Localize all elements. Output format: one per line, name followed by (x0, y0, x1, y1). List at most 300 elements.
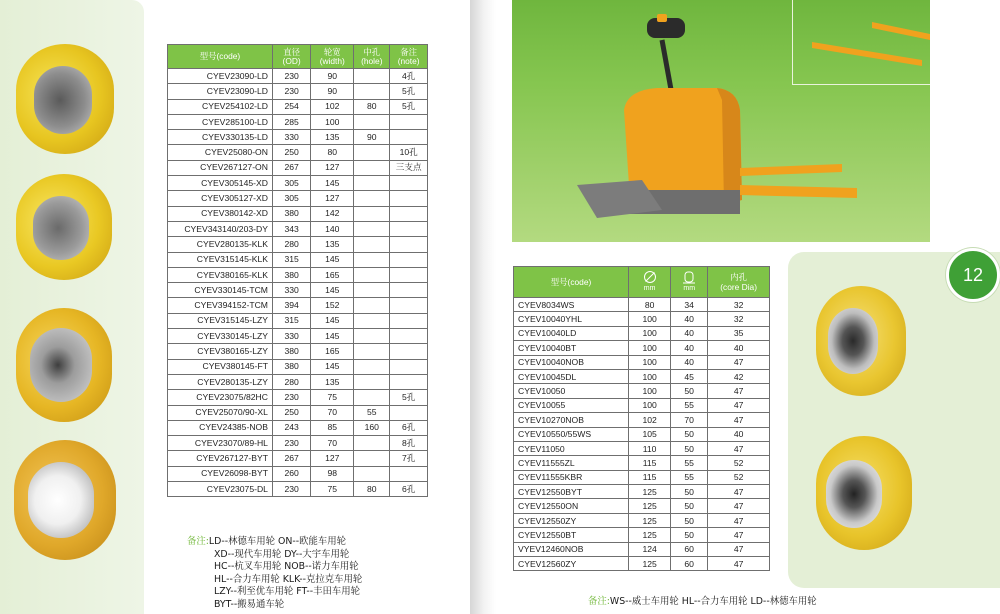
left-cell-col-4 (390, 405, 428, 420)
left-cell-col-0: CYEV267127-BYT (168, 451, 273, 466)
right-cell-col-1: 115 (629, 470, 671, 484)
left-cell-col-4 (390, 283, 428, 298)
left-cell-col-3 (354, 221, 390, 236)
left-cell-col-1: 267 (272, 160, 310, 175)
width-icon (682, 270, 696, 284)
left-cell-col-2: 165 (311, 267, 354, 282)
left-cell-col-1: 380 (272, 267, 310, 282)
right-cell-col-3: 35 (708, 326, 770, 340)
left-cell-col-1: 330 (272, 130, 310, 145)
right-cell-col-3: 47 (708, 485, 770, 499)
left-cell-col-2: 85 (311, 420, 354, 435)
right-notes-text: WS--威士车用轮 HL--合力车用轮 LD--林德车用轮 (609, 596, 817, 607)
wheel-hub-3 (30, 328, 92, 402)
left-cell-col-2: 127 (311, 160, 354, 175)
right-cell-col-1: 100 (629, 355, 671, 369)
right-cell-col-0: CYEV10040NOB (514, 355, 629, 369)
left-header-note-label: 备注 (400, 46, 418, 57)
left-notes-text-1: LD--林德车用轮 ON--欧能车用轮 (208, 536, 347, 547)
left-cell-col-2: 75 (311, 390, 354, 405)
left-cell-col-0: CYEV24385-NOB (168, 420, 273, 435)
left-table-row (168, 482, 428, 497)
right-cell-col-0: CYEV12550ZY (514, 513, 629, 527)
left-cell-col-1: 330 (272, 329, 310, 344)
right-wheel-spec-table (513, 266, 770, 571)
left-cell-col-4 (390, 206, 428, 221)
right-cell-col-0: CYEV12550BYT (514, 485, 629, 499)
right-table-row (514, 298, 770, 312)
left-header-hole (354, 45, 390, 69)
right-cell-col-0: CYEV11555KBR (514, 470, 629, 484)
left-table-row (168, 420, 428, 435)
left-cell-col-0: CYEV280135-LZY (168, 374, 273, 389)
left-cell-col-1: 260 (272, 466, 310, 481)
left-cell-col-1: 285 (272, 114, 310, 129)
right-cell-col-2: 60 (671, 542, 708, 556)
left-cell-col-0: CYEV315145-LZY (168, 313, 273, 328)
right-cell-col-2: 50 (671, 441, 708, 455)
left-cell-col-2: 145 (311, 313, 354, 328)
left-cell-col-2: 80 (311, 145, 354, 160)
left-cell-col-4: 7孔 (390, 451, 428, 466)
right-cell-col-1: 80 (629, 298, 671, 312)
right-table-row (514, 427, 770, 441)
right-cell-col-3: 32 (708, 312, 770, 326)
left-cell-col-2: 70 (311, 405, 354, 420)
left-table-row (168, 130, 428, 145)
right-table-row (514, 326, 770, 340)
right-table-row (514, 499, 770, 513)
left-cell-col-1: 230 (272, 436, 310, 451)
left-table-row (168, 405, 428, 420)
left-cell-col-0: CYEV315145-KLK (168, 252, 273, 267)
right-cell-col-2: 50 (671, 427, 708, 441)
right-cell-col-2: 50 (671, 499, 708, 513)
left-table-row (168, 313, 428, 328)
right-cell-col-3: 47 (708, 355, 770, 369)
right-cell-col-1: 124 (629, 542, 671, 556)
left-cell-col-0: CYEV380165-KLK (168, 267, 273, 282)
drive-wheel-image-2 (16, 174, 112, 280)
left-cell-col-4 (390, 298, 428, 313)
left-cell-col-3 (354, 313, 390, 328)
left-cell-col-0: CYEV25080-ON (168, 145, 273, 160)
left-cell-col-0: CYEV380145-FT (168, 359, 273, 374)
left-cell-col-2: 145 (311, 329, 354, 344)
left-table-row (168, 114, 428, 129)
left-cell-col-3 (354, 359, 390, 374)
left-cell-col-4 (390, 466, 428, 481)
left-table-row (168, 436, 428, 451)
left-cell-col-0: CYEV394152-TCM (168, 298, 273, 313)
wheel-hub-1 (34, 66, 92, 134)
left-cell-col-3: 80 (354, 99, 390, 114)
right-table-row (514, 557, 770, 571)
left-notes-line-6: BYT--搬易通车轮 (214, 598, 285, 610)
left-cell-col-1: 267 (272, 451, 310, 466)
right-cell-col-0: CYEV10040BT (514, 341, 629, 355)
right-table-row (514, 369, 770, 383)
left-notes-line-4: HL--合力车用轮 KLK--克拉克车用轮 (214, 573, 363, 585)
left-cell-col-3 (354, 374, 390, 389)
right-header-od-unit: mm (643, 285, 656, 292)
right-header-code-label: 型号(code) (550, 277, 592, 287)
right-cell-col-3: 47 (708, 413, 770, 427)
left-cell-col-1: 230 (272, 482, 310, 497)
left-cell-col-3 (354, 176, 390, 191)
right-cell-col-2: 40 (671, 312, 708, 326)
right-table-row (514, 341, 770, 355)
left-table-row (168, 237, 428, 252)
right-table-row (514, 456, 770, 470)
left-cell-col-1: 230 (272, 390, 310, 405)
right-table-header-row (514, 267, 770, 298)
page-number-badge (946, 248, 1000, 302)
right-cell-col-1: 100 (629, 312, 671, 326)
left-cell-col-2: 127 (311, 451, 354, 466)
right-cell-col-0: CYEV10045DL (514, 369, 629, 383)
left-header-code-label: 型号(code) (199, 51, 241, 61)
left-table-row (168, 374, 428, 389)
left-cell-col-0: CYEV305145-XD (168, 176, 273, 191)
wheel-hub-2 (33, 196, 89, 260)
right-cell-col-3: 40 (708, 427, 770, 441)
left-cell-col-2: 165 (311, 344, 354, 359)
right-cell-col-1: 125 (629, 499, 671, 513)
right-cell-col-0: CYEV12550BT (514, 528, 629, 542)
left-cell-col-0: CYEV330145-TCM (168, 283, 273, 298)
right-header-width-unit: mm (683, 285, 696, 292)
left-cell-col-4 (390, 359, 428, 374)
right-cell-col-1: 110 (629, 441, 671, 455)
right-table-row (514, 312, 770, 326)
right-table-row (514, 542, 770, 556)
left-cell-col-2: 142 (311, 206, 354, 221)
left-table-row (168, 99, 428, 114)
left-table-row (168, 283, 428, 298)
left-cell-col-2: 75 (311, 482, 354, 497)
left-notes-line-3: HC--杭叉车用轮 NOB--诺力车用轮 (214, 561, 359, 573)
left-cell-col-0: CYEV23070/89-HL (168, 436, 273, 451)
left-cell-col-0: CYEV26098-BYT (168, 466, 273, 481)
left-cell-col-3 (354, 252, 390, 267)
left-cell-col-2: 152 (311, 298, 354, 313)
left-cell-col-1: 380 (272, 344, 310, 359)
right-cell-col-2: 40 (671, 326, 708, 340)
left-notes (187, 536, 457, 612)
right-table-row (514, 413, 770, 427)
left-cell-col-1: 254 (272, 99, 310, 114)
right-cell-col-2: 55 (671, 470, 708, 484)
left-table-row (168, 390, 428, 405)
left-cell-col-2: 145 (311, 283, 354, 298)
left-cell-col-3 (354, 237, 390, 252)
right-header-core (708, 267, 770, 298)
right-notes-label: 备注: (588, 596, 610, 607)
left-cell-col-3 (354, 436, 390, 451)
left-cell-col-3: 90 (354, 130, 390, 145)
left-table-row (168, 252, 428, 267)
right-cell-col-1: 102 (629, 413, 671, 427)
left-cell-col-0: CYEV23075/82HC (168, 390, 273, 405)
left-cell-col-2: 145 (311, 359, 354, 374)
left-table-row (168, 267, 428, 282)
left-cell-col-1: 315 (272, 313, 310, 328)
left-cell-col-3: 160 (354, 420, 390, 435)
right-table-row (514, 355, 770, 369)
right-table-row (514, 384, 770, 398)
wheel-hub-4 (28, 462, 94, 538)
left-cell-col-4 (390, 114, 428, 129)
left-notes-line-2: XD--现代车用轮 DY--大宇车用轮 (214, 548, 350, 560)
right-cell-col-1: 100 (629, 369, 671, 383)
right-cell-col-1: 100 (629, 384, 671, 398)
left-notes-label: 备注: (187, 536, 209, 547)
left-cell-col-1: 343 (272, 221, 310, 236)
left-cell-col-4: 10孔 (390, 145, 428, 160)
right-cell-col-3: 32 (708, 298, 770, 312)
right-cell-col-2: 50 (671, 513, 708, 527)
right-cell-col-2: 60 (671, 557, 708, 571)
load-wheel-image-1 (816, 286, 906, 396)
left-cell-col-0: CYEV380142-XD (168, 206, 273, 221)
left-cell-col-2: 145 (311, 176, 354, 191)
left-table-row (168, 359, 428, 374)
left-table-row (168, 298, 428, 313)
right-cell-col-3: 52 (708, 470, 770, 484)
right-cell-col-1: 125 (629, 528, 671, 542)
right-cell-col-0: CYEV10550/55WS (514, 427, 629, 441)
left-cell-col-0: CYEV23075-DL (168, 482, 273, 497)
left-header-note-sub: (note) (397, 55, 420, 66)
left-cell-col-1: 394 (272, 298, 310, 313)
left-cell-col-1: 330 (272, 283, 310, 298)
left-cell-col-4 (390, 374, 428, 389)
left-table-row (168, 221, 428, 236)
left-cell-col-4: 4孔 (390, 69, 428, 84)
right-cell-col-1: 115 (629, 456, 671, 470)
right-cell-col-0: CYEV10040LD (514, 326, 629, 340)
left-cell-col-0: CYEV305127-XD (168, 191, 273, 206)
right-cell-col-0: CYEV11050 (514, 441, 629, 455)
left-cell-col-2: 135 (311, 374, 354, 389)
left-cell-col-1: 305 (272, 176, 310, 191)
left-cell-col-3 (354, 466, 390, 481)
right-cell-col-0: CYEV12550ON (514, 499, 629, 513)
right-cell-col-1: 125 (629, 513, 671, 527)
right-cell-col-3: 47 (708, 513, 770, 527)
left-cell-col-0: CYEV330135-LD (168, 130, 273, 145)
left-cell-col-3 (354, 69, 390, 84)
right-cell-col-1: 125 (629, 485, 671, 499)
left-cell-col-4 (390, 267, 428, 282)
book-spine-gutter (470, 0, 496, 614)
left-cell-col-4: 5孔 (390, 84, 428, 99)
left-cell-col-0: CYEV330145-LZY (168, 329, 273, 344)
left-wheel-spec-table (167, 44, 428, 497)
left-cell-col-4: 6孔 (390, 482, 428, 497)
right-cell-col-2: 40 (671, 355, 708, 369)
left-cell-col-0: CYEV23090-LD (168, 69, 273, 84)
page-number: 12 (962, 265, 984, 285)
left-cell-col-4 (390, 329, 428, 344)
right-cell-col-3: 47 (708, 557, 770, 571)
right-table-row (514, 513, 770, 527)
right-cell-col-0: CYEV10040YHL (514, 312, 629, 326)
left-cell-col-4 (390, 237, 428, 252)
right-cell-col-0: VYEV12460NOB (514, 542, 629, 556)
left-cell-col-1: 230 (272, 69, 310, 84)
left-cell-col-3 (354, 451, 390, 466)
right-cell-col-3: 47 (708, 398, 770, 412)
left-cell-col-1: 243 (272, 420, 310, 435)
left-cell-col-2: 127 (311, 191, 354, 206)
left-cell-col-2: 102 (311, 99, 354, 114)
right-cell-col-0: CYEV12560ZY (514, 557, 629, 571)
right-cell-col-2: 45 (671, 369, 708, 383)
load-wheel-hub-1 (828, 308, 878, 374)
right-cell-col-0: CYEV10270NOB (514, 413, 629, 427)
left-cell-col-3 (354, 191, 390, 206)
left-cell-col-3 (354, 329, 390, 344)
left-cell-col-0: CYEV285100-LD (168, 114, 273, 129)
left-table-row (168, 451, 428, 466)
left-notes-line-1 (187, 536, 457, 549)
right-table-row (514, 528, 770, 542)
left-header-hole-sub: (hole) (361, 55, 383, 66)
right-cell-col-3: 52 (708, 456, 770, 470)
left-table-row (168, 344, 428, 359)
right-cell-col-1: 105 (629, 427, 671, 441)
left-cell-col-2: 145 (311, 252, 354, 267)
right-cell-col-1: 100 (629, 326, 671, 340)
right-cell-col-3: 47 (708, 542, 770, 556)
left-cell-col-0: CYEV280135-KLK (168, 237, 273, 252)
right-header-code (514, 267, 629, 298)
load-wheel-hub-2 (826, 460, 882, 528)
left-cell-col-3 (354, 114, 390, 129)
right-cell-col-3: 42 (708, 369, 770, 383)
left-cell-col-3 (354, 267, 390, 282)
left-cell-col-0: CYEV343140/203-DY (168, 221, 273, 236)
left-cell-col-4 (390, 313, 428, 328)
right-cell-col-3: 47 (708, 528, 770, 542)
drive-wheel-image-4 (14, 440, 116, 560)
left-cell-col-3 (354, 206, 390, 221)
left-cell-col-1: 230 (272, 84, 310, 99)
left-cell-col-1: 280 (272, 374, 310, 389)
right-cell-col-2: 50 (671, 485, 708, 499)
right-cell-col-2: 40 (671, 341, 708, 355)
left-cell-col-3 (354, 145, 390, 160)
right-table-row (514, 441, 770, 455)
left-cell-col-4 (390, 221, 428, 236)
right-cell-col-1: 100 (629, 341, 671, 355)
left-cell-col-3 (354, 344, 390, 359)
left-cell-col-2: 140 (311, 221, 354, 236)
left-cell-col-0: CYEV23090-LD (168, 84, 273, 99)
right-header-core-sub: (core Dia) (720, 282, 757, 292)
right-table-body (514, 298, 770, 571)
left-table-row (168, 206, 428, 221)
left-cell-col-1: 280 (272, 237, 310, 252)
right-table-row (514, 485, 770, 499)
left-header-code (168, 45, 273, 69)
left-cell-col-1: 380 (272, 359, 310, 374)
load-wheel-image-2 (816, 436, 912, 550)
right-cell-col-2: 50 (671, 384, 708, 398)
left-table-header-row (168, 45, 428, 69)
right-cell-col-2: 34 (671, 298, 708, 312)
left-cell-col-0: CYEV380165-LZY (168, 344, 273, 359)
left-cell-col-1: 380 (272, 206, 310, 221)
left-table-row (168, 69, 428, 84)
right-cell-col-0: CYEV8034WS (514, 298, 629, 312)
fork-detail-inset (792, 0, 930, 85)
left-cell-col-3 (354, 283, 390, 298)
left-header-note (390, 45, 428, 69)
left-header-od-sub: (OD) (282, 55, 301, 66)
left-table-row (168, 160, 428, 175)
left-cell-col-3 (354, 84, 390, 99)
left-cell-col-2: 70 (311, 436, 354, 451)
right-header-od (629, 267, 671, 298)
left-table-row (168, 329, 428, 344)
right-header-core-label: 内孔 (730, 272, 747, 282)
left-cell-col-4 (390, 252, 428, 267)
left-cell-col-3 (354, 390, 390, 405)
left-cell-col-4 (390, 176, 428, 191)
right-notes (588, 596, 918, 609)
left-cell-col-0: CYEV267127-ON (168, 160, 273, 175)
drive-wheel-image-1 (16, 44, 114, 154)
left-table-row (168, 84, 428, 99)
left-cell-col-2: 90 (311, 84, 354, 99)
left-header-width (311, 45, 354, 69)
right-cell-col-0: CYEV11555ZL (514, 456, 629, 470)
left-table-body (168, 69, 428, 497)
right-cell-col-1: 125 (629, 557, 671, 571)
right-table-row (514, 470, 770, 484)
left-table-row (168, 145, 428, 160)
left-cell-col-4: 三支点 (390, 160, 428, 175)
right-cell-col-0: CYEV10055 (514, 398, 629, 412)
right-cell-col-3: 47 (708, 499, 770, 513)
left-header-hole-label: 中孔 (363, 46, 381, 57)
diameter-icon (643, 270, 657, 284)
right-cell-col-2: 55 (671, 456, 708, 470)
right-header-width (671, 267, 708, 298)
left-cell-col-1: 315 (272, 252, 310, 267)
left-cell-col-3: 80 (354, 482, 390, 497)
left-cell-col-2: 135 (311, 237, 354, 252)
left-cell-col-4: 5孔 (390, 390, 428, 405)
left-cell-col-4 (390, 344, 428, 359)
right-cell-col-2: 50 (671, 528, 708, 542)
left-cell-col-1: 250 (272, 405, 310, 420)
left-cell-col-0: CYEV25070/90-XL (168, 405, 273, 420)
left-cell-col-2: 135 (311, 130, 354, 145)
right-cell-col-1: 100 (629, 398, 671, 412)
right-cell-col-3: 47 (708, 441, 770, 455)
left-cell-col-2: 98 (311, 466, 354, 481)
left-cell-col-4 (390, 130, 428, 145)
drive-wheel-image-3 (16, 308, 112, 422)
left-cell-col-4 (390, 191, 428, 206)
left-cell-col-0: CYEV254102-LD (168, 99, 273, 114)
left-table-row (168, 191, 428, 206)
left-header-width-sub: (width) (319, 55, 345, 66)
